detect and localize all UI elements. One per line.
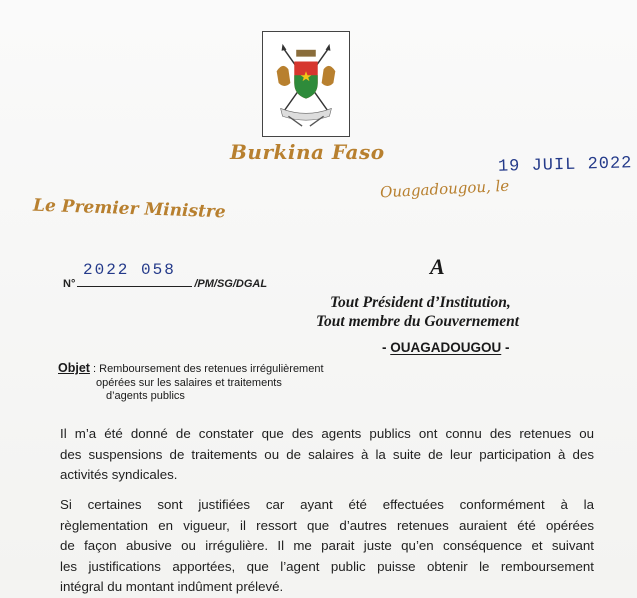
paragraph-2 — [60, 495, 594, 598]
subject-block: Objet : Remboursement des retenues irrégulièrement opérées sur les salaires et traitements d’agents publics — [58, 361, 324, 402]
paragraph-line: des suspensions de traitements ou de salaires à la suite de leur participation à des — [60, 446, 594, 462]
addressee-a: A — [430, 254, 445, 279]
addressee-line-2: Tout membre du Gouvernement — [316, 313, 520, 330]
addressee-line-1: Tout Président d’Institution, — [330, 294, 511, 311]
paragraph-line: les justifications apportées, que l’agent public puisse obtenir le remboursement — [60, 558, 594, 574]
reference-prefix: N° — [63, 278, 76, 290]
date-stamp: 19 JUIL 2022 — [497, 154, 633, 177]
subject-line-3: d’agents publics — [106, 390, 185, 402]
place-date: Ouagadougou, le — [379, 176, 510, 202]
reference-number — [63, 261, 268, 290]
paragraph-line: de façon abusive ou irrégulière. Il me parait juste qu’en conséquence et suivant — [60, 538, 594, 553]
subject-label: Objet — [58, 361, 90, 375]
paragraph-line: Si certaines sont justifiées car ayant été effectuées conformément à la — [60, 497, 594, 512]
addressee-city: - OUAGADOUGOU - — [382, 340, 510, 355]
subject-line-1: Remboursement des retenues irrégulièrement — [99, 363, 324, 375]
country-name: Burkina Faso — [230, 140, 385, 164]
paragraph-line: activités syndicales. — [60, 467, 178, 482]
coat-of-arms-icon — [262, 31, 350, 137]
paragraph-line: intégral du montant indûment prélevé. — [60, 579, 284, 594]
reference-code: /PM/SG/DGAL — [194, 278, 268, 290]
paragraph-line: règlementation en vigueur, il ressort que d’autres retenues auraient été opérées — [60, 517, 594, 533]
paragraph-1 — [60, 424, 594, 486]
reference-stamp-number: 2022 058 — [83, 261, 176, 279]
sender-title: Le Premier Ministre — [32, 195, 226, 223]
subject-line-2: opérées sur les salaires et traitements — [96, 376, 282, 389]
reference-line — [77, 286, 192, 287]
paragraph-line: Il m’a été donné de constater que des agents publics ont connu des retenues ou — [60, 426, 594, 441]
addressee-city-name: OUAGADOUGOU — [390, 340, 502, 355]
